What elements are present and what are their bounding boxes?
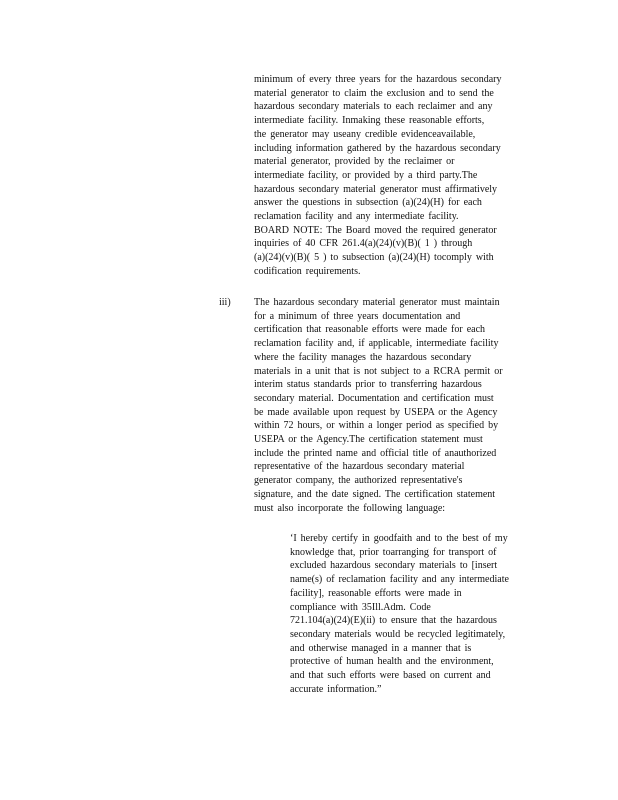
quote-line: and otherwise managed in a manner that is [290,642,472,654]
text-line: including information gathered by the hazardous secondary [254,142,501,154]
quote-line: name(s) of reclamation facility and any intermediate [290,574,509,586]
text-line: generator company, the authorized representative's [254,475,463,487]
quote-line: compliance with 35Ill.Adm. Code [290,601,431,613]
quote-line: protective of human health and the environment, [290,656,494,668]
continuation-paragraph [254,73,531,279]
text-line: the generator may useany credible evidenceavailable, [254,128,476,140]
certification-quote [290,532,531,696]
text-line: signature, and the date signed. The certification statement [254,488,496,500]
board-note-line: codification requirements. [254,265,361,277]
text-line: interim status standards prior to transferring hazardous [254,379,482,391]
quote-line: knowledge that, prior toarranging for transport of [290,546,497,558]
board-note-line: BOARD NOTE: The Board moved the required generator [254,224,497,236]
quote-line: accurate information.” [290,683,382,695]
quote-line: excluded hazardous secondary materials to [insert [290,560,498,572]
quote-line: secondary materials would be recycled legitimately, [290,628,506,640]
quote-line: and that such efforts were based on current and [290,670,491,682]
board-note-line: (a)(24)(v)(B)( 5 ) to subsection (a)(24)(H) tocomply with [254,252,494,264]
text-line: minimum of every three years for the hazardous secondary [254,74,502,85]
quote-line: ‘I hereby certify in goodfaith and to the best of my [290,533,508,544]
text-line: materials in a unit that is not subject to a RCRA permit or [254,365,503,377]
text-line: intermediate facility, or provided by a third party.The [254,169,478,181]
text-line: where the facility manages the hazardous secondary [254,351,472,363]
text-line: material generator, provided by the reclaimer or [254,156,455,168]
text-line: hazardous secondary material generator must affirmatively [254,183,498,195]
quote-line: 721.104(a)(24)(E)(ii) to ensure that the hazardous [290,615,497,627]
text-line: USEPA or the Agency.The certification statement must [254,434,483,446]
text-line: include the printed name and official title of anauthorized [254,447,497,459]
text-line: for a minimum of three years documentation and [254,310,461,322]
text-line: representative of the hazardous secondary material [254,461,465,473]
text-line: certification that reasonable efforts were made for each [254,324,486,336]
text-line: intermediate facility. Inmaking these reasonable efforts, [254,115,485,127]
text-line: hazardous secondary materials to each reclaimer and any [254,101,493,113]
text-line: The hazardous secondary material generator must maintain [254,297,500,308]
item-iii-paragraph [254,296,531,515]
text-line: reclamation facility and any intermediate facility. [254,211,459,223]
text-line: answer the questions in subsection (a)(24)(H) for each [254,197,482,209]
text-line: secondary material. Documentation and certification must [254,392,494,404]
quote-line: facility], reasonable efforts were made in [290,587,462,599]
item-marker-iii: iii) [219,297,231,308]
text-line: reclamation facility and, if applicable, intermediate facility [254,338,499,350]
text-line: must also incorporate the following language: [254,502,446,514]
board-note-line: inquiries of 40 CFR 261.4(a)(24)(v)(B)( 1 ) through [254,238,473,250]
text-line: within 72 hours, or within a longer period as specified by [254,420,499,432]
text-line: material generator to claim the exclusion and to send the [254,87,494,99]
text-line: be made available upon request by USEPA or the Agency [254,406,498,418]
